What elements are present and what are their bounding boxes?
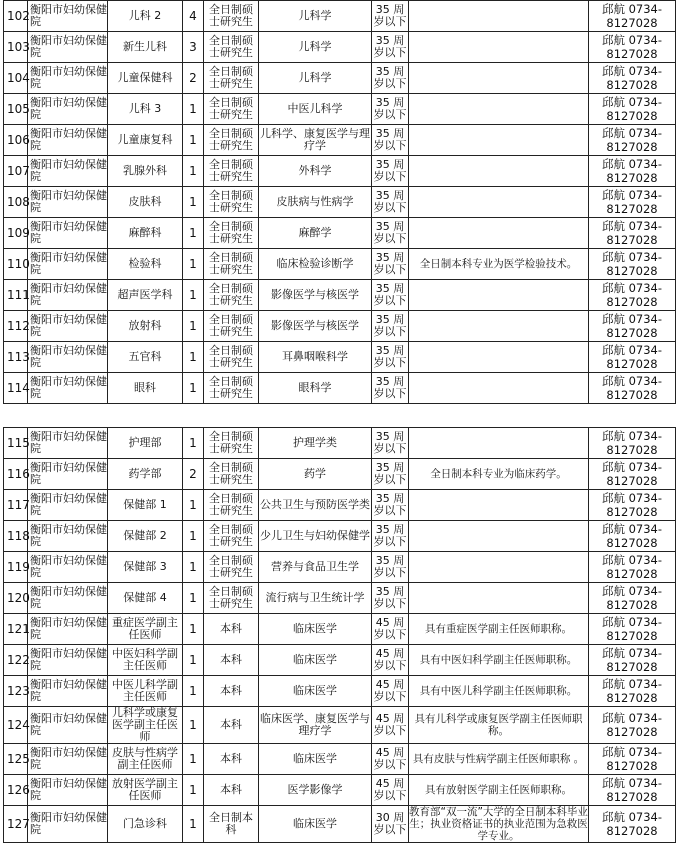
- education-requirement: 全日制硕士研究生: [204, 63, 259, 94]
- row-number: 127: [4, 806, 28, 843]
- hospital-name: 衡阳市妇幼保健院: [28, 249, 108, 280]
- major-requirement: 护理学类: [259, 428, 372, 459]
- major-requirement: 外科学: [259, 156, 372, 187]
- hospital-name: 衡阳市妇幼保健院: [28, 521, 108, 552]
- hospital-name: 衡阳市妇幼保健院: [28, 1, 108, 32]
- hiring-count: 1: [183, 373, 204, 404]
- contact-info: 邱航 0734-8127028: [589, 94, 676, 125]
- education-requirement: 全日制硕士研究生: [204, 428, 259, 459]
- major-requirement: 营养与食品卫生学: [259, 552, 372, 583]
- age-requirement: 35 周岁以下: [372, 490, 409, 521]
- post-name: 门急诊科: [108, 806, 183, 843]
- other-requirements: 具有中医儿科学副主任医师职称。: [409, 676, 589, 707]
- education-requirement: 全日制硕士研究生: [204, 521, 259, 552]
- age-requirement: 35 周岁以下: [372, 156, 409, 187]
- other-requirements: [409, 342, 589, 373]
- hospital-name: 衡阳市妇幼保健院: [28, 707, 108, 744]
- recruitment-table-part-2: [3, 427, 676, 843]
- education-requirement: 全日制硕士研究生: [204, 218, 259, 249]
- major-requirement: 临床医学: [259, 614, 372, 645]
- age-requirement: 45 周岁以下: [372, 707, 409, 744]
- post-name: 保健部 1: [108, 490, 183, 521]
- major-requirement: 流行病与卫生统计学: [259, 583, 372, 614]
- education-requirement: 全日制硕士研究生: [204, 156, 259, 187]
- row-number: 110: [4, 249, 28, 280]
- page-break-gap: [0, 412, 679, 427]
- age-requirement: 35 周岁以下: [372, 583, 409, 614]
- contact-info: 邱航 0734-8127028: [589, 63, 676, 94]
- hospital-name: 衡阳市妇幼保健院: [28, 744, 108, 775]
- contact-info: 邱航 0734-8127028: [589, 676, 676, 707]
- other-requirements: [409, 32, 589, 63]
- education-requirement: 本科: [204, 744, 259, 775]
- recruitment-table-part-1: [3, 0, 676, 404]
- education-requirement: 全日制硕士研究生: [204, 187, 259, 218]
- other-requirements: [409, 552, 589, 583]
- major-requirement: 临床医学: [259, 676, 372, 707]
- hospital-name: 衡阳市妇幼保健院: [28, 94, 108, 125]
- hiring-count: 1: [183, 280, 204, 311]
- age-requirement: 35 周岁以下: [372, 125, 409, 156]
- major-requirement: 眼科学: [259, 373, 372, 404]
- row-number: 112: [4, 311, 28, 342]
- education-requirement: 本科: [204, 775, 259, 806]
- age-requirement: 35 周岁以下: [372, 552, 409, 583]
- education-requirement: 全日制硕士研究生: [204, 94, 259, 125]
- row-number: 105: [4, 94, 28, 125]
- hiring-count: 1: [183, 342, 204, 373]
- row-number: 107: [4, 156, 28, 187]
- post-name: 皮肤科: [108, 187, 183, 218]
- contact-info: 邱航 0734-8127028: [589, 707, 676, 744]
- other-requirements: [409, 311, 589, 342]
- contact-info: 邱航 0734-8127028: [589, 156, 676, 187]
- major-requirement: 临床医学: [259, 645, 372, 676]
- other-requirements: [409, 218, 589, 249]
- table-row: [4, 1, 676, 32]
- education-requirement: 全日制本科: [204, 806, 259, 843]
- major-requirement: 儿科学: [259, 63, 372, 94]
- hiring-count: 1: [183, 806, 204, 843]
- post-name: 乳腺外科: [108, 156, 183, 187]
- contact-info: 邱航 0734-8127028: [589, 187, 676, 218]
- hospital-name: 衡阳市妇幼保健院: [28, 614, 108, 645]
- row-number: 120: [4, 583, 28, 614]
- major-requirement: 药学: [259, 459, 372, 490]
- post-name: 保健部 2: [108, 521, 183, 552]
- hospital-name: 衡阳市妇幼保健院: [28, 63, 108, 94]
- table-row: [4, 156, 676, 187]
- post-name: 放射医学副主任医师: [108, 775, 183, 806]
- age-requirement: 35 周岁以下: [372, 1, 409, 32]
- major-requirement: 麻醉学: [259, 218, 372, 249]
- post-name: 眼科: [108, 373, 183, 404]
- hospital-name: 衡阳市妇幼保健院: [28, 373, 108, 404]
- row-number: 118: [4, 521, 28, 552]
- education-requirement: 全日制硕士研究生: [204, 311, 259, 342]
- age-requirement: 35 周岁以下: [372, 218, 409, 249]
- major-requirement: 儿科学、康复医学与理疗学: [259, 125, 372, 156]
- education-requirement: 本科: [204, 614, 259, 645]
- table-row: [4, 744, 676, 775]
- table-row: [4, 125, 676, 156]
- contact-info: 邱航 0734-8127028: [589, 218, 676, 249]
- contact-info: 邱航 0734-8127028: [589, 459, 676, 490]
- contact-info: 邱航 0734-8127028: [589, 1, 676, 32]
- hiring-count: 1: [183, 125, 204, 156]
- age-requirement: 35 周岁以下: [372, 249, 409, 280]
- age-requirement: 45 周岁以下: [372, 645, 409, 676]
- contact-info: 邱航 0734-8127028: [589, 280, 676, 311]
- contact-info: 邱航 0734-8127028: [589, 614, 676, 645]
- hospital-name: 衡阳市妇幼保健院: [28, 156, 108, 187]
- education-requirement: 全日制硕士研究生: [204, 373, 259, 404]
- table-row: [4, 583, 676, 614]
- contact-info: 邱航 0734-8127028: [589, 125, 676, 156]
- contact-info: 邱航 0734-8127028: [589, 342, 676, 373]
- other-requirements: 具有儿科学或康复医学副主任医师职称。: [409, 707, 589, 744]
- major-requirement: 儿科学: [259, 32, 372, 63]
- hospital-name: 衡阳市妇幼保健院: [28, 428, 108, 459]
- row-number: 123: [4, 676, 28, 707]
- hiring-count: 1: [183, 249, 204, 280]
- hiring-count: 1: [183, 676, 204, 707]
- hiring-count: 1: [183, 311, 204, 342]
- contact-info: 邱航 0734-8127028: [589, 311, 676, 342]
- education-requirement: 全日制硕士研究生: [204, 249, 259, 280]
- post-name: 中医妇科学副主任医师: [108, 645, 183, 676]
- table-row: [4, 311, 676, 342]
- age-requirement: 30 周岁以下: [372, 806, 409, 843]
- major-requirement: 影像医学与核医学: [259, 311, 372, 342]
- row-number: 102: [4, 1, 28, 32]
- education-requirement: 全日制硕士研究生: [204, 32, 259, 63]
- education-requirement: 全日制硕士研究生: [204, 490, 259, 521]
- table-row: [4, 187, 676, 218]
- table-row: [4, 707, 676, 744]
- age-requirement: 35 周岁以下: [372, 187, 409, 218]
- table-row: [4, 521, 676, 552]
- other-requirements: 教育部“双一流”大学的全日制本科毕业生；执业资格证书的执业范围为急救医学专业。: [409, 806, 588, 842]
- row-number: 113: [4, 342, 28, 373]
- age-requirement: 45 周岁以下: [372, 676, 409, 707]
- hospital-name: 衡阳市妇幼保健院: [28, 676, 108, 707]
- post-name: 超声医学科: [108, 280, 183, 311]
- contact-info: 邱航 0734-8127028: [589, 775, 676, 806]
- other-requirements: [409, 156, 589, 187]
- post-name: 检验科: [108, 249, 183, 280]
- post-name: 皮肤与性病学副主任医师: [108, 744, 183, 775]
- hiring-count: 1: [183, 707, 204, 744]
- major-requirement: 临床医学: [259, 806, 372, 843]
- major-requirement: 影像医学与核医学: [259, 280, 372, 311]
- hiring-count: 2: [183, 459, 204, 490]
- post-name: 儿科学或康复医学副主任医师: [108, 707, 183, 744]
- contact-info: 邱航 0734-8127028: [589, 552, 676, 583]
- hospital-name: 衡阳市妇幼保健院: [28, 490, 108, 521]
- age-requirement: 35 周岁以下: [372, 459, 409, 490]
- hiring-count: 1: [183, 744, 204, 775]
- contact-info: 邱航 0734-8127028: [589, 249, 676, 280]
- hospital-name: 衡阳市妇幼保健院: [28, 280, 108, 311]
- row-number: 121: [4, 614, 28, 645]
- education-requirement: 本科: [204, 676, 259, 707]
- major-requirement: 临床医学: [259, 744, 372, 775]
- row-number: 104: [4, 63, 28, 94]
- other-requirements: [409, 187, 589, 218]
- row-number: 117: [4, 490, 28, 521]
- major-requirement: 中医儿科学: [259, 94, 372, 125]
- post-name: 放射科: [108, 311, 183, 342]
- contact-info: 邱航 0734-8127028: [589, 373, 676, 404]
- contact-info: 邱航 0734-8127028: [589, 806, 676, 843]
- age-requirement: 35 周岁以下: [372, 32, 409, 63]
- row-number: 111: [4, 280, 28, 311]
- other-requirements: [409, 125, 589, 156]
- row-number: 116: [4, 459, 28, 490]
- hiring-count: 1: [183, 187, 204, 218]
- post-name: 保健部 4: [108, 583, 183, 614]
- education-requirement: 全日制硕士研究生: [204, 552, 259, 583]
- table-row: [4, 63, 676, 94]
- age-requirement: 35 周岁以下: [372, 521, 409, 552]
- age-requirement: 35 周岁以下: [372, 342, 409, 373]
- contact-info: 邱航 0734-8127028: [589, 32, 676, 63]
- other-requirements: [409, 63, 589, 94]
- hiring-count: 1: [183, 614, 204, 645]
- education-requirement: 全日制硕士研究生: [204, 459, 259, 490]
- row-number: 126: [4, 775, 28, 806]
- table-row: [4, 676, 676, 707]
- table-row: [4, 94, 676, 125]
- age-requirement: 45 周岁以下: [372, 744, 409, 775]
- education-requirement: 全日制硕士研究生: [204, 583, 259, 614]
- table-row: [4, 490, 676, 521]
- hospital-name: 衡阳市妇幼保健院: [28, 218, 108, 249]
- hiring-count: 1: [183, 521, 204, 552]
- contact-info: 邱航 0734-8127028: [589, 521, 676, 552]
- hospital-name: 衡阳市妇幼保健院: [28, 459, 108, 490]
- other-requirements: 具有中医妇科学副主任医师职称。: [409, 645, 589, 676]
- age-requirement: 35 周岁以下: [372, 280, 409, 311]
- table-row: [4, 373, 676, 404]
- major-requirement: 耳鼻咽喉科学: [259, 342, 372, 373]
- post-name: 儿童康复科: [108, 125, 183, 156]
- other-requirements: [409, 1, 589, 32]
- education-requirement: 全日制硕士研究生: [204, 280, 259, 311]
- education-requirement: 本科: [204, 707, 259, 744]
- table-row: [4, 280, 676, 311]
- post-name: 重症医学副主任医师: [108, 614, 183, 645]
- table-row: [4, 342, 676, 373]
- hospital-name: 衡阳市妇幼保健院: [28, 311, 108, 342]
- post-name: 护理部: [108, 428, 183, 459]
- other-requirements: 具有皮肤与性病学副主任医师职称 。: [409, 744, 589, 775]
- row-number: 115: [4, 428, 28, 459]
- age-requirement: 35 周岁以下: [372, 373, 409, 404]
- row-number: 122: [4, 645, 28, 676]
- post-name: 五官科: [108, 342, 183, 373]
- post-name: 新生儿科: [108, 32, 183, 63]
- hospital-name: 衡阳市妇幼保健院: [28, 775, 108, 806]
- hospital-name: 衡阳市妇幼保健院: [28, 806, 108, 843]
- hospital-name: 衡阳市妇幼保健院: [28, 125, 108, 156]
- major-requirement: 皮肤病与性病学: [259, 187, 372, 218]
- hiring-count: 1: [183, 428, 204, 459]
- other-requirements: 全日制本科专业为医学检验技术。: [409, 249, 589, 280]
- age-requirement: 35 周岁以下: [372, 94, 409, 125]
- hospital-name: 衡阳市妇幼保健院: [28, 583, 108, 614]
- major-requirement: 儿科学: [259, 1, 372, 32]
- post-name: 儿童保健科: [108, 63, 183, 94]
- table-row: [4, 775, 676, 806]
- education-requirement: 本科: [204, 645, 259, 676]
- hiring-count: 3: [183, 32, 204, 63]
- hiring-count: 1: [183, 94, 204, 125]
- post-name: 儿科 2: [108, 1, 183, 32]
- contact-info: 邱航 0734-8127028: [589, 744, 676, 775]
- hiring-count: 1: [183, 218, 204, 249]
- hiring-count: 4: [183, 1, 204, 32]
- age-requirement: 35 周岁以下: [372, 63, 409, 94]
- post-name: 中医儿科学副主任医师: [108, 676, 183, 707]
- hiring-count: 1: [183, 490, 204, 521]
- row-number: 119: [4, 552, 28, 583]
- table-row: [4, 552, 676, 583]
- other-requirements: [409, 280, 589, 311]
- hospital-name: 衡阳市妇幼保健院: [28, 342, 108, 373]
- table-row: [4, 428, 676, 459]
- other-requirements: 全日制本科专业为临床药学。: [409, 459, 589, 490]
- row-number: 125: [4, 744, 28, 775]
- hiring-count: 1: [183, 552, 204, 583]
- table-row: [4, 614, 676, 645]
- hospital-name: 衡阳市妇幼保健院: [28, 645, 108, 676]
- hiring-count: 1: [183, 645, 204, 676]
- other-requirements: [409, 94, 589, 125]
- education-requirement: 全日制硕士研究生: [204, 1, 259, 32]
- major-requirement: 临床医学、康复医学与理疗学: [259, 707, 372, 744]
- other-requirements: [409, 583, 589, 614]
- hiring-count: 2: [183, 63, 204, 94]
- row-number: 109: [4, 218, 28, 249]
- row-number: 114: [4, 373, 28, 404]
- hospital-name: 衡阳市妇幼保健院: [28, 32, 108, 63]
- table-row: [4, 249, 676, 280]
- age-requirement: 35 周岁以下: [372, 311, 409, 342]
- other-requirements: 具有放射医学副主任医师职称。: [409, 775, 589, 806]
- row-number: 103: [4, 32, 28, 63]
- table-row: [4, 32, 676, 63]
- contact-info: 邱航 0734-8127028: [589, 490, 676, 521]
- hiring-count: 1: [183, 775, 204, 806]
- post-name: 儿科 3: [108, 94, 183, 125]
- contact-info: 邱航 0734-8127028: [589, 645, 676, 676]
- education-requirement: 全日制硕士研究生: [204, 125, 259, 156]
- major-requirement: 临床检验诊断学: [259, 249, 372, 280]
- education-requirement: 全日制硕士研究生: [204, 342, 259, 373]
- table-row: [4, 218, 676, 249]
- other-requirements: [409, 428, 589, 459]
- table-row: [4, 645, 676, 676]
- hiring-count: 1: [183, 156, 204, 187]
- row-number: 108: [4, 187, 28, 218]
- post-name: 保健部 3: [108, 552, 183, 583]
- major-requirement: 公共卫生与预防医学类: [259, 490, 372, 521]
- hospital-name: 衡阳市妇幼保健院: [28, 552, 108, 583]
- contact-info: 邱航 0734-8127028: [589, 583, 676, 614]
- post-name: 药学部: [108, 459, 183, 490]
- post-name: 麻醉科: [108, 218, 183, 249]
- row-number: 106: [4, 125, 28, 156]
- hiring-count: 1: [183, 583, 204, 614]
- age-requirement: 35 周岁以下: [372, 428, 409, 459]
- age-requirement: 45 周岁以下: [372, 775, 409, 806]
- other-requirements: [409, 373, 589, 404]
- table-row: [4, 806, 676, 843]
- other-requirements: [409, 521, 589, 552]
- major-requirement: 医学影像学: [259, 775, 372, 806]
- age-requirement: 45 周岁以下: [372, 614, 409, 645]
- major-requirement: 少儿卫生与妇幼保健学: [259, 521, 372, 552]
- hospital-name: 衡阳市妇幼保健院: [28, 187, 108, 218]
- contact-info: 邱航 0734-8127028: [589, 428, 676, 459]
- other-requirements: 具有重症医学副主任医师职称。: [409, 614, 589, 645]
- other-requirements: [409, 490, 589, 521]
- table-row: [4, 459, 676, 490]
- row-number: 124: [4, 707, 28, 744]
